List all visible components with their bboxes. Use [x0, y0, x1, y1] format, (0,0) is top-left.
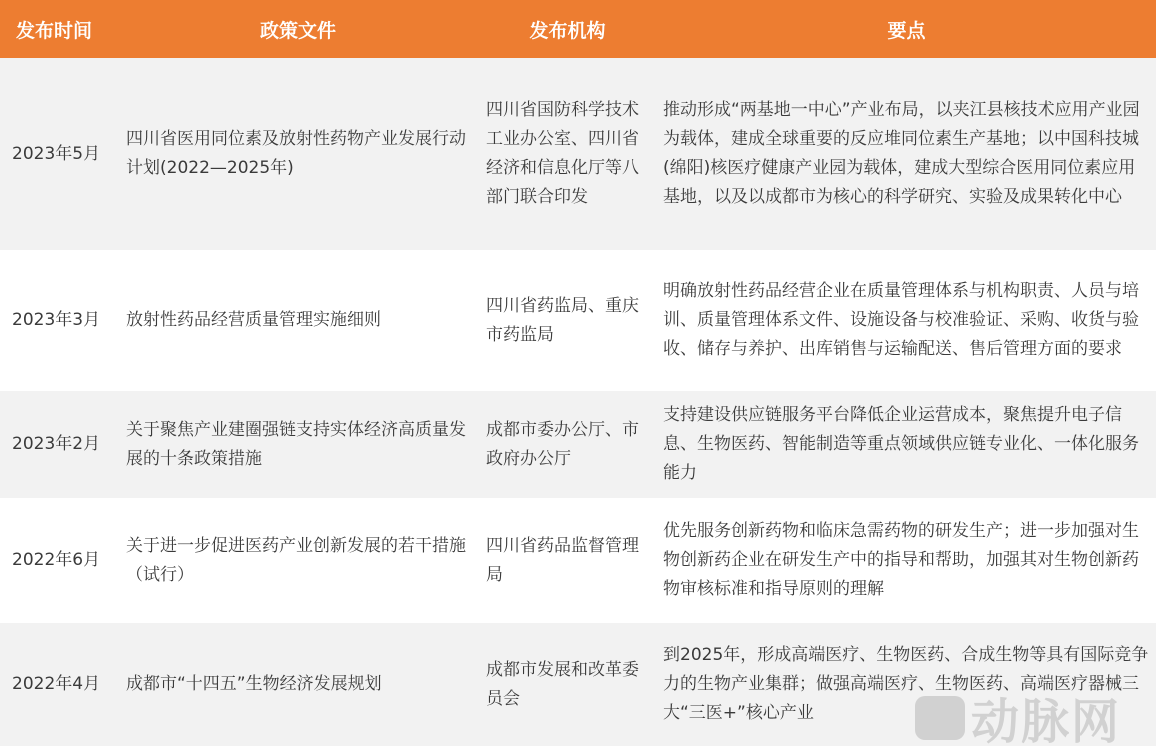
agency-cell: 成都市发展和改革委员会 [486, 659, 639, 709]
agency-cell: 四川省国防科学技术工业办公室、四川省经济和信息化厅等八部门联合印发 [486, 100, 639, 207]
date-cell: 2023年2月 [12, 434, 101, 454]
policy-cell: 四川省医用同位素及放射性药物产业发展行动计划(2022—2025年) [126, 129, 466, 178]
points-cell: 明确放射性药品经营企业在质量管理体系与机构职责、人员与培训、质量管理体系文件、设施设备与校准验证、采购、收货与验收、储存与养护、出库销售与运输配送、售后管理方面的要求 [663, 281, 1139, 359]
points-cell: 优先服务创新药物和临床急需药物的研发生产；进一步加强对生物创新药企业在研发生产中的指导和帮助，加强其对生物创新药物审核标准和指导原则的理解 [663, 521, 1139, 599]
policy-cell: 关于进一步促进医药产业创新发展的若干措施（试行） [126, 535, 466, 585]
points-cell: 支持建设供应链服务平台降低企业运营成本，聚焦提升电子信息、生物医药、智能制造等重点领域供应链专业化、一体化服务能力 [663, 405, 1139, 483]
table-row [0, 623, 1156, 746]
header-policy: 政策文件 [259, 19, 336, 42]
policy-cell: 成都市“十四五”生物经济发展规划 [126, 674, 382, 694]
header-date: 发布时间 [16, 19, 93, 42]
table-row [0, 391, 1156, 498]
points-cell: 推动形成“两基地一中心”产业布局，以夹江县核技术应用产业园为载体，建成全球重要的反应堆同位素生产基地；以中国科技城(绵阳)核医疗健康产业园为载体，建成大型综合医用同位素应用基地，以及以成都市为核心的科学研究、实验及成果转化中心 [663, 100, 1140, 207]
table-header [0, 0, 1156, 58]
date-cell: 2022年4月 [12, 674, 101, 694]
table-row [0, 58, 1156, 250]
points-cell: 到2025年，形成高端医疗、生物医药、合成生物等具有国际竞争力的生物产业集群；做强高端医疗、生物医药、高端医疗器械三大“三医+”核心产业 [663, 645, 1149, 723]
agency-cell: 四川省药监局、重庆市药监局 [486, 295, 639, 345]
agency-cell: 四川省药品监督管理局 [486, 535, 639, 585]
header-points: 要点 [887, 19, 926, 42]
date-cell: 2023年3月 [12, 310, 101, 330]
policy-cell: 放射性药品经营质量管理实施细则 [126, 310, 381, 330]
table-row [0, 250, 1156, 391]
table-row [0, 498, 1156, 623]
agency-cell: 成都市委办公厅、市政府办公厅 [486, 419, 639, 469]
watermark-text: 动脉网 [971, 694, 1122, 750]
date-cell: 2022年6月 [12, 550, 101, 570]
date-cell: 2023年5月 [12, 143, 101, 164]
header-agency: 发布机构 [529, 19, 606, 42]
policy-cell: 关于聚焦产业建圈强链支持实体经济高质量发展的十条政策措施 [126, 419, 466, 469]
